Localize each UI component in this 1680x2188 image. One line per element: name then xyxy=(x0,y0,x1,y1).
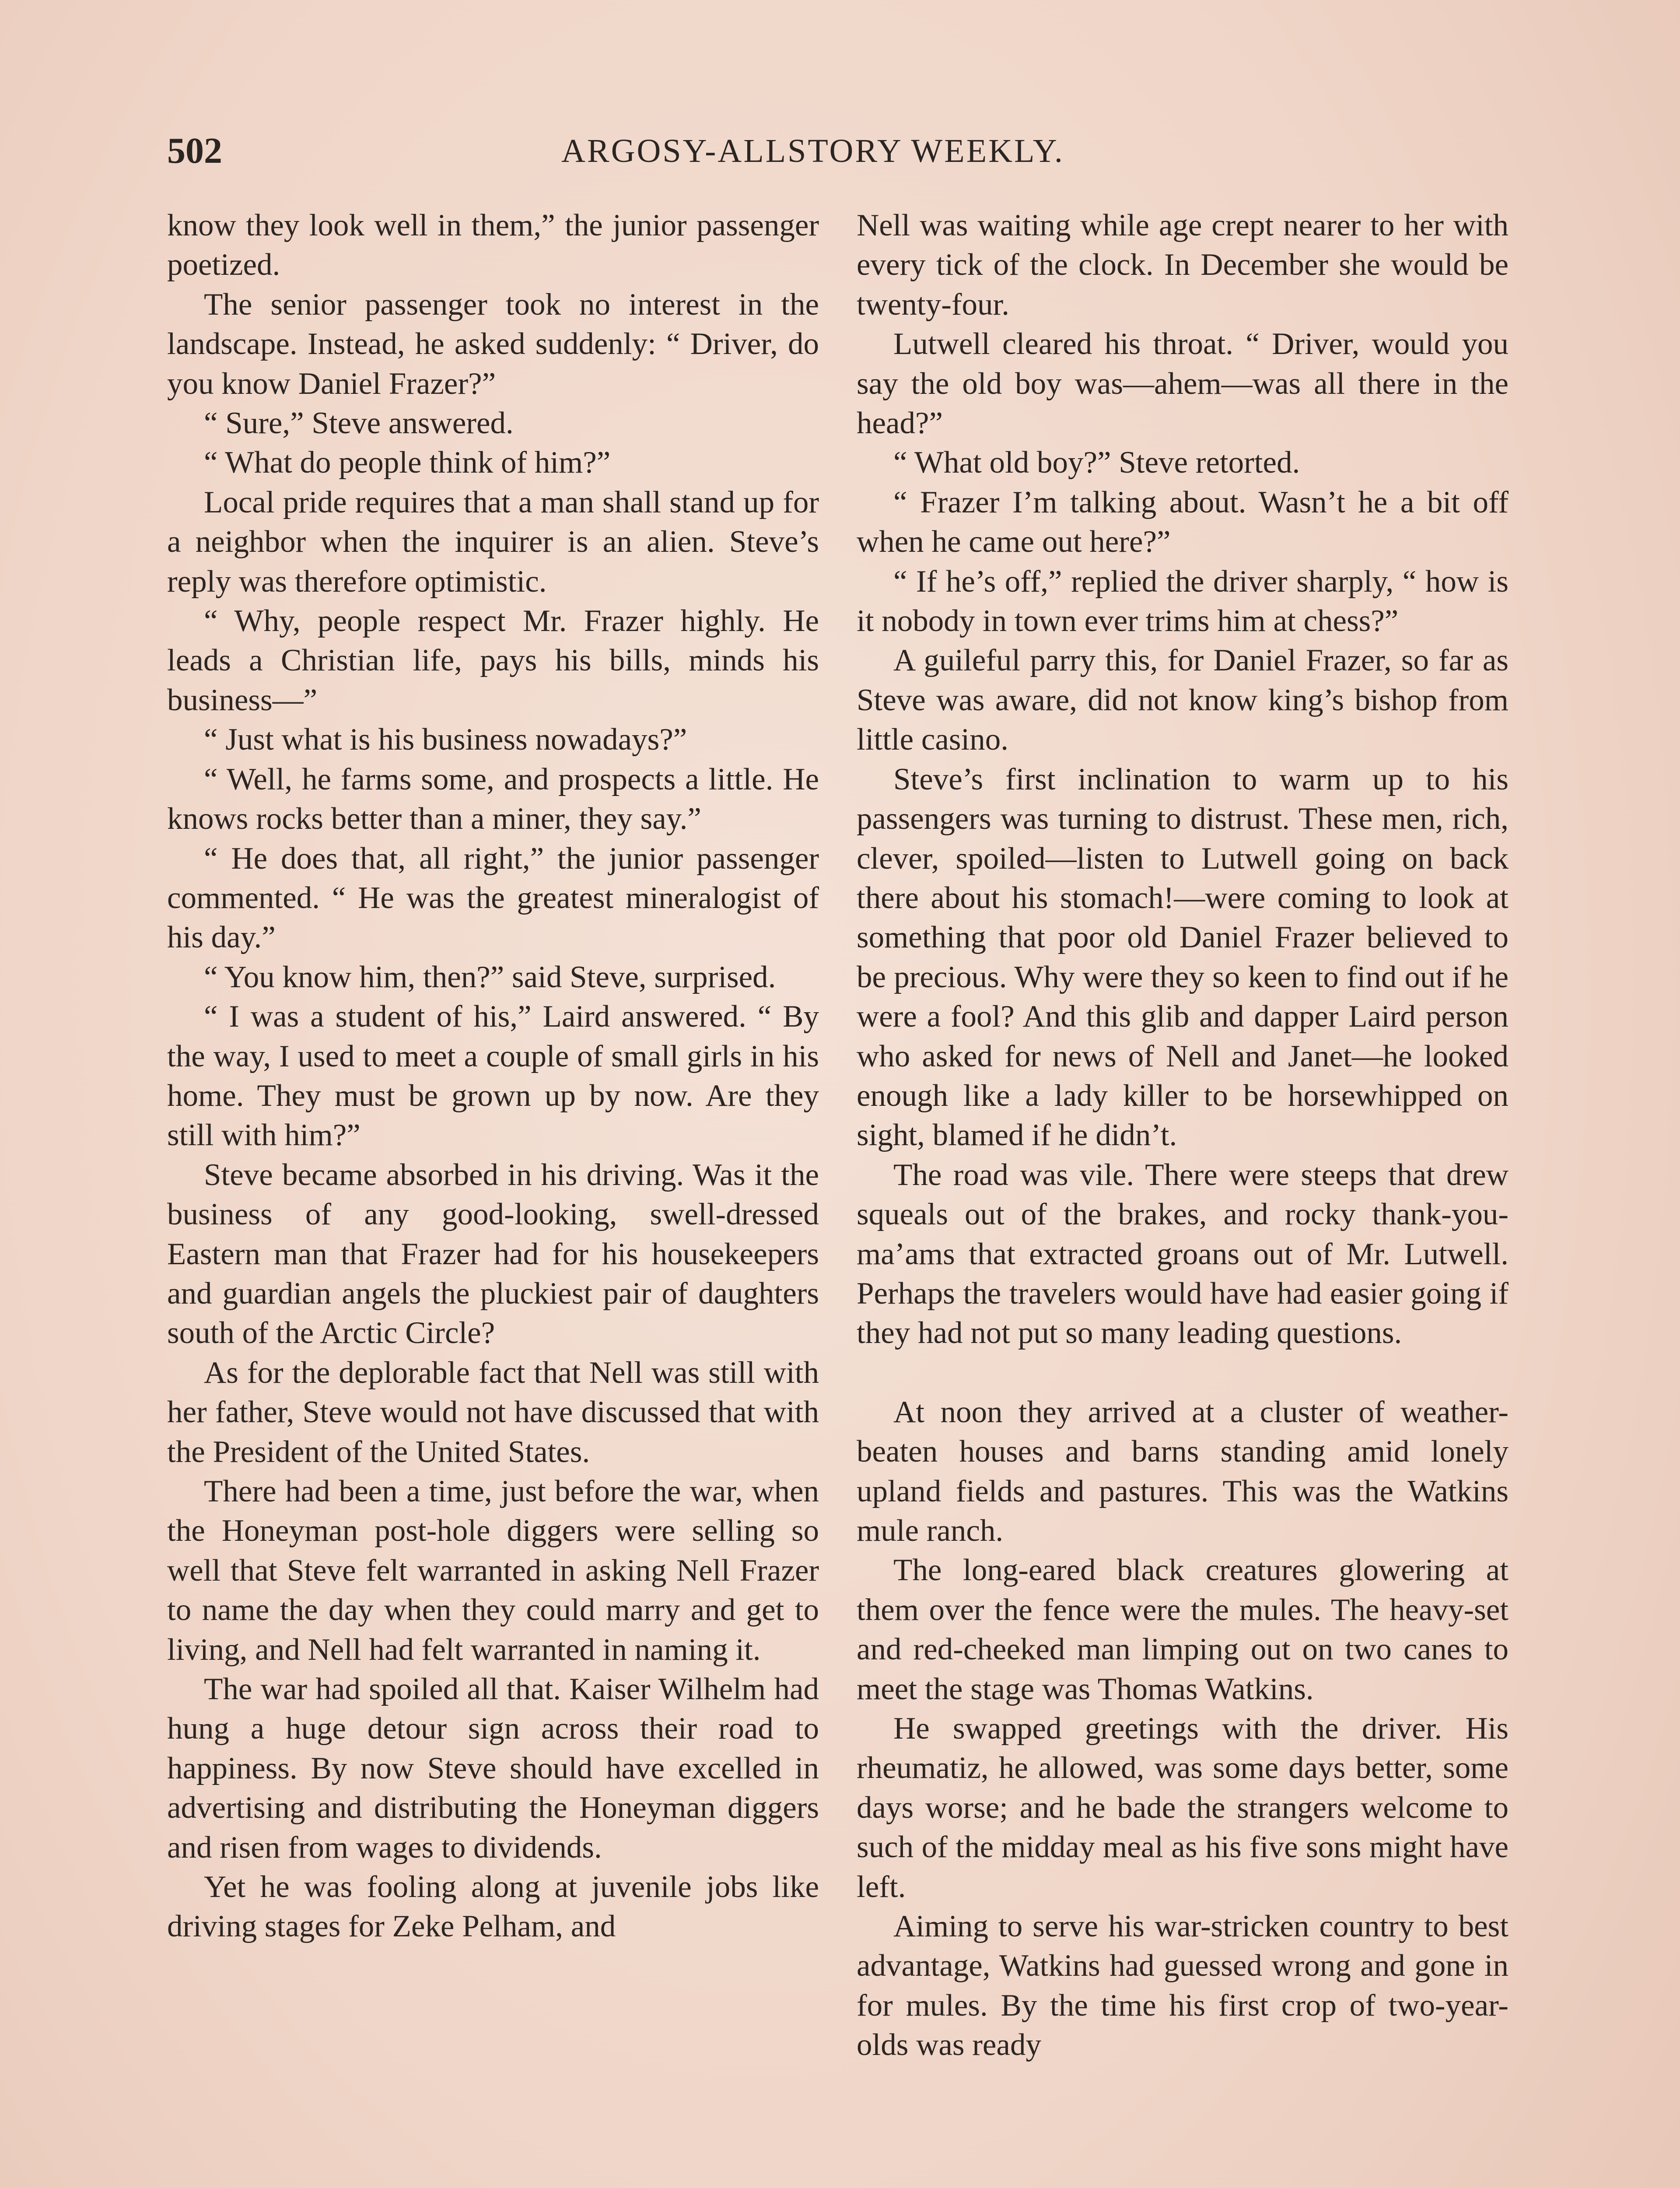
paragraph: “ I was a student of his,” Laird answered. “ By the way, I used to meet a couple of small girls in his home. They must be grown up by now. Are they still with him?” xyxy=(167,999,819,1153)
right-column xyxy=(857,206,1508,2065)
paragraph: “ What old boy?” Steve retorted. xyxy=(893,445,1300,480)
paragraph: The long-eared black creatures glowering at them over the fence were the mules. The heavy-set and red-cheeked man limping out on two canes to meet the stage was Thomas Watkins. xyxy=(857,1553,1508,1706)
paragraph: There had been a time, just before the war, when the Honeyman post-hole diggers were selling so well that Steve felt warranted in asking Nell Frazer to name the day when they could marry and get to living, and Nell had felt warranted in naming it. xyxy=(167,1474,819,1667)
paragraph: The war had spoiled all that. Kaiser Wilhelm had hung a huge detour sign across their road to happiness. By now Steve should have excelled in advertising and distributing the Honeyman diggers and risen from wages to dividends. xyxy=(167,1672,819,1865)
paragraph: “ Why, people respect Mr. Frazer highly. He leads a Christian life, pays his bills, minds his business—” xyxy=(167,604,819,717)
paragraph: The senior passenger took no interest in the landscape. Instead, he asked suddenly: “ Driver, do you know Daniel Frazer?” xyxy=(167,287,819,401)
paragraph: Steve became absorbed in his driving. Was it the business of any good-looking, swell-dressed Eastern man that Frazer had for his housekeepers and guardian angels the pluckiest pair of daughters south of the Arctic Circle? xyxy=(167,1157,819,1350)
paragraph: Nell was waiting while age crept nearer to her with every tick of the clock. In December she would be twenty-four. xyxy=(857,208,1508,322)
paragraph: “ Well, he farms some, and prospects a little. He knows rocks better than a miner, they say.” xyxy=(167,762,819,836)
paragraph: know they look well in them,” the junior passenger poetized. xyxy=(167,208,819,282)
paragraph: “ Frazer I’m talking about. Wasn’t he a bit off when he came out here?” xyxy=(857,485,1508,559)
paragraph: “ What do people think of him?” xyxy=(204,445,611,480)
paragraph: “ Sure,” Steve answered. xyxy=(204,406,514,441)
page-header xyxy=(167,127,1459,175)
paragraph: Steve’s first inclination to warm up to his passengers was turning to distrust. These men, rich, clever, spoiled—listen to Lutwell going on back there about his stomach!—were coming to look at something that poor old Daniel Frazer believed to be precious. Why were they so keen to find out if he were a fool? And this glib and dapper Laird person who asked for news of Nell and Janet—he looked enough like a lady killer to be horsewhipped on sight, blamed if he didn’t. xyxy=(857,762,1508,1153)
magazine-title: ARGOSY-ALLSTORY WEEKLY. xyxy=(561,133,1064,169)
paragraph: As for the deplorable fact that Nell was still with her father, Steve would not have discussed that with the President of the United States. xyxy=(167,1355,819,1469)
paragraph: “ He does that, all right,” the junior passenger commented. “ He was the greatest mineralogist of his day.” xyxy=(167,841,819,955)
page-number: 502 xyxy=(167,130,222,171)
paragraph: “ If he’s off,” replied the driver sharply, “ how is it nobody in town ever trims him at chess?” xyxy=(857,564,1508,638)
left-column xyxy=(167,206,819,1946)
paragraph: A guileful parry this, for Daniel Frazer, so far as Steve was aware, did not know king’s bishop from little casino. xyxy=(857,643,1508,757)
paragraph: The road was vile. There were steeps that drew squeals out of the brakes, and rocky thank-you-ma’ams that extracted groans out of Mr. Lutwell. Perhaps the travelers would have had easier going if they had not put so many leading questions. xyxy=(857,1157,1508,1350)
paragraph: “ You know him, then?” said Steve, surprised. xyxy=(204,960,776,994)
paragraph: Local pride requires that a man shall stand up for a neighbor when the inquirer is an alien. Steve’s reply was therefore optimistic. xyxy=(167,485,819,599)
paragraph: Lutwell cleared his throat. “ Driver, would you say the old boy was—ahem—was all there in the head?” xyxy=(857,327,1508,441)
paragraph: He swapped greetings with the driver. His rheumatiz, he allowed, was some days better, some days worse; and he bade the strangers welcome to such of the midday meal as his five sons might have left. xyxy=(857,1711,1508,1904)
paragraph: Yet he was fooling along at juvenile jobs like driving stages for Zeke Pelham, and xyxy=(167,1870,819,1944)
paragraph: Aiming to serve his war-stricken country to best advantage, Watkins had guessed wrong and gone in for mules. By the time his first crop of two-year-olds was ready xyxy=(857,1909,1508,2062)
paragraph: At noon they arrived at a cluster of weather-beaten houses and barns standing amid lonely upland fields and pastures. This was the Watkins mule ranch. xyxy=(857,1395,1508,1548)
paragraph: “ Just what is his business nowadays?” xyxy=(204,722,687,757)
